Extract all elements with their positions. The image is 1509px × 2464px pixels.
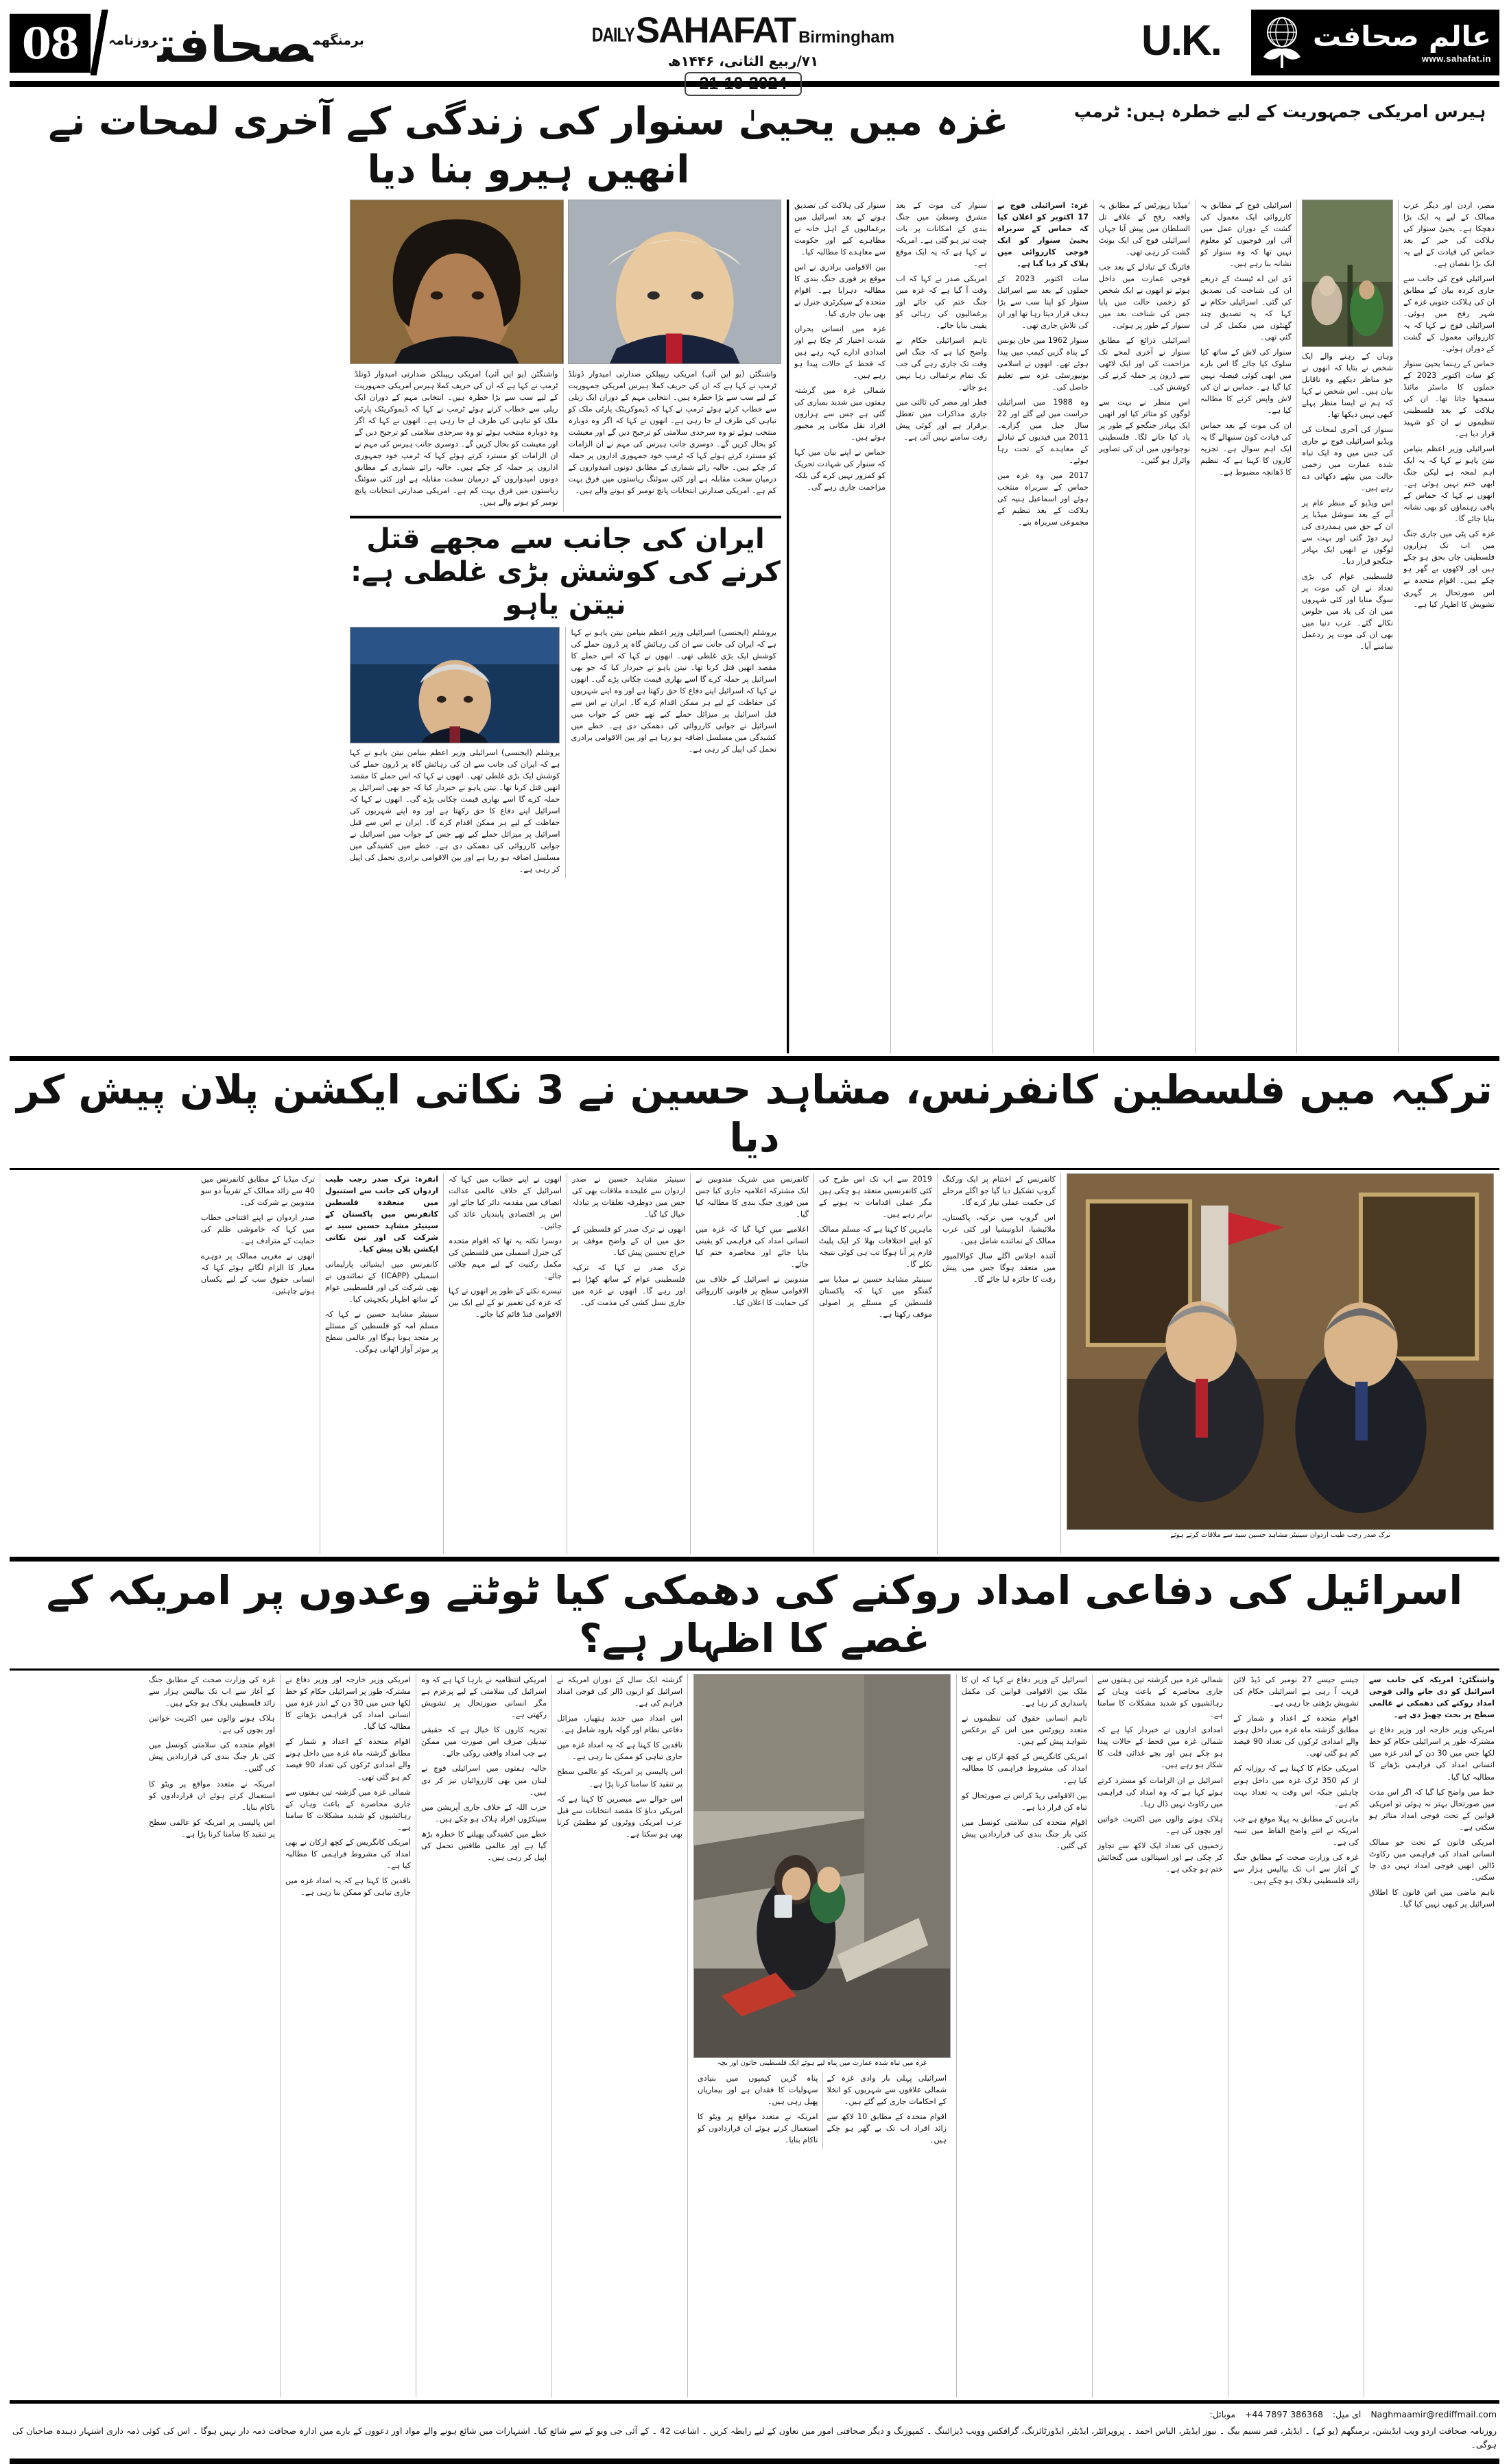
erdogan-photo-caption: ترک صدر رجب طیب اردوان سینیٹر مشاہد حسین سید سے ملاقات کرتے ہوئے — [1170, 1531, 1390, 1540]
paragraph: انھوں نے مغربی ممالک پر دوہرے معیار کا الزام لگاتے ہوئے کہا کہ انسانی حقوق سب کے لیے یکساں ہونے چاہئیں۔ — [201, 1252, 315, 1296]
paragraph: غزہ کی وزارت صحت کے مطابق جنگ کے آغاز سے اب تک بیالیس ہزار سے زائد فلسطینی ہلاک ہو چکے ہیں۔ — [149, 1675, 275, 1708]
paragraph: ناقدین کا کہنا ہے کہ یہ امداد غزہ میں جاری تباہی کو ممکن بنا رہی ہے۔ — [557, 1741, 682, 1762]
region-label: U.K. — [1141, 16, 1221, 64]
paragraph: انھوں نے اپنے خطاب میں کہا کہ اسرائیل کے خلاف عالمی عدالت انصاف میں مقدمہ دائر کیا جائے اور اس پر اقتصادی پابندیاں عائد کی جائیں۔ — [449, 1175, 562, 1231]
israel-col-2 — [1228, 1674, 1364, 2397]
harris-photo — [350, 200, 564, 364]
paragraph: انقرہ: ترک صدر رجب طیب اردوان کی جانب سے استنبول میں منعقدہ فلسطین کانفرنس میں پاکستان کے سینیٹر مشاہد حسین سید نے شرکت کی اور تین نکاتی ایکشن پلان پیش کیا۔ — [325, 1175, 438, 1254]
paragraph: 2017 میں وہ غزہ میں حماس کے سربراہ منتخب ہوئے اور اسماعیل ہنیہ کی ہلاکت کے بعد تنظیم کے مجموعی سربراہ بنے۔ — [997, 471, 1089, 527]
trump-story-body: واشنگٹن (یو این آئی) امریکی ریپبلکن صدارتی امیدوار ڈونلڈ ٹرمپ نے کہا ہے کہ ان کی حریف کملا ہیرس امریکی جمہوریت کے لیے سب سے بڑا خطرہ ہیں۔ انتخابی مہم کے دوران ایک ریلی سے خطاب کرتے ہوئے ٹرمپ نے کہا کہ ڈیموکریٹک پارٹی ملک کو تباہی کی طرف لے جا رہی ہے۔ انھوں نے کہا کہ اگر وہ دوبارہ منتخب ہوئے تو وہ سرحدی سلامتی کو ترجیح دیں گے اور معیشت کو بحال کریں گے۔ دوسری جانب ہیرس کی مہم نے ان الزامات کو مسترد کرتے ہوئے کہا کہ ٹرمپ خود جمہوری اداروں پر حملہ کر چکے ہیں۔ حالیہ رائے شماری کے مطابق دونوں امیدواروں کے درمیان سخت مقابلہ ہے اور کئی سوئنگ ریاستوں میں فرق بہت کم ہے۔ امریکی صدارتی انتخابات پانچ نومبر کو ہونے والے ہیں۔ — [568, 370, 776, 496]
paragraph: ہلاک ہونے والوں میں اکثریت خواتین اور بچوں کی ہے۔ — [149, 1714, 275, 1735]
turkey-col-1 — [937, 1173, 1060, 1554]
paragraph: حزب اللہ کے خلاف جاری آپریشن میں سینکڑوں افراد ہلاک ہو چکے ہیں۔ — [421, 1802, 547, 1823]
paragraph: سینیٹر مشاہد حسین نے صدر اردوان سے علیحدہ ملاقات بھی کی جس میں دوطرفہ تعلقات پر تبادلہ خیال کیا گیا۔ — [572, 1175, 685, 1219]
netanyahu-story-body — [350, 627, 781, 878]
lead-col-6 — [890, 200, 992, 1053]
footer-email-label: ای میل: — [1332, 2409, 1362, 2420]
paragraph: غزہ: اسرائیلی فوج نے 17 اکتوبر کو اعلان کیا کہ حماس کے سربراہ یحییٰ سنوار کو ایک فوجی کارروائی میں ہلاک کر دیا گیا ہے۔ — [997, 201, 1089, 269]
paragraph: امریکی وزیر خارجہ اور وزیر دفاع نے مشترکہ طور پر اسرائیلی حکام کو خط لکھا جس میں 30 دن کے اندر غزہ میں انسانی امداد کی فراہمی بڑھانے کا مطالبہ کیا گیا۔ — [285, 1675, 411, 1732]
paragraph: فلسطینی عوام کی بڑی تعداد نے ان کی موت پر سوگ منایا اور کئی شہروں میں ان کی یاد میں جلوس نکالے گئے۔ عرب دنیا میں بھی ان کی موت پر ردعمل سامنے آیا۔ — [1302, 572, 1393, 651]
paragraph: خط میں واضح کیا گیا کہ اگر اس مدت میں صورتحال بہتر نہ ہوئی تو امریکی قوانین کے تحت فوجی امداد متاثر ہو سکتی ہے۔ — [1369, 1787, 1495, 1832]
paragraph: ڈی این اے ٹیسٹ کے ذریعے ان کی شناخت کی تصدیق کی گئی۔ اسرائیلی حکام نے کہا کہ یہ تصدیق چند گھنٹوں میں مکمل کر لی گئی تھی۔ — [1200, 274, 1292, 342]
paragraph: امریکی کانگریس کے کچھ ارکان نے بھی امداد کی مشروط فراہمی کا مطالبہ کیا ہے۔ — [962, 1752, 1087, 1785]
paragraph: دوسرا نکتہ یہ تھا کہ اقوام متحدہ کی جنرل اسمبلی میں فلسطین کی مکمل رکنیت کے لیے مہم چلائی جائے۔ — [448, 1236, 562, 1281]
paragraph: غزہ کی وزارت صحت کے مطابق جنگ کے آغاز سے اب تک بیالیس ہزار سے زائد فلسطینی ہلاک ہو چکے ہیں۔ — [1233, 1852, 1359, 1885]
israel-col-8 — [280, 1674, 416, 2397]
paragraph: اقوام متحدہ کے اعداد و شمار کے مطابق گزشتہ ماہ غزہ میں داخل ہونے والے امدادی ٹرکوں کی تعداد 90 فیصد کم ہو گئی تھی۔ — [285, 1737, 412, 1782]
paragraph: شمالی غزہ میں گزشتہ ہفتوں میں شدید بمباری کی گئی ہے جس سے ہزاروں افراد نقل مکانی پر مجبور ہوئے ہیں۔ — [794, 386, 886, 442]
logo-daily-text: DAILY — [591, 23, 634, 46]
paragraph: تاہم اسرائیلی حکام نے واضح کیا ہے کہ جنگ اس وقت تک جاری رہے گی جب تک تمام یرغمالی رہا نہیں ہو جاتے۔ — [896, 336, 987, 392]
paragraph: اقوام متحدہ کے مطابق 10 لاکھ سے زائد افراد اب تک بے گھر ہو چکے ہیں۔ — [827, 2112, 947, 2145]
israel-col-9 — [144, 1674, 280, 2397]
paragraph: مندوبین نے اسرائیل کے خلاف بین الاقوامی سطح پر قانونی کارروائی کی حمایت کا اعلان کیا۔ — [696, 1275, 809, 1308]
paragraph: اسرائیلی ذرائع کے مطابق سنوار نے آخری لمحے تک مزاحمت کی اور ایک لاٹھی سے ڈرون پر حملہ کرنے کی کوشش کی۔ — [1099, 336, 1190, 392]
trump-story-body-cols — [350, 368, 781, 512]
netanyahu-body-col-2: یروشلم (ایجنسی) اسرائیلی وزیر اعظم بنیامن نیتن یاہو نے کہا ہے کہ ایران کی جانب سے ان کی رہائش گاہ پر ڈرون حملے کی کوشش ایک بڑی غلطی تھی۔ انھوں نے کہا کہ اس حملے کا مقصد انھیں قتل کرنا تھا۔ نیتن یاہو نے خبردار کیا کہ جو بھی اسرائیل پر حملہ کرے گا اسے بھاری قیمت چکانی پڑے گی۔ انھوں نے کہا کہ اسرائیل اپنے دفاع کا حق رکھتا ہے اور وہ اپنے شہریوں کی حفاظت کے لیے ہر ممکن اقدام کرے گا۔ ایران نے اس سے قبل اسرائیل پر میزائل حملے کیے تھے جس کے جواب میں اسرائیل نے جوابی کارروائی کی دھمکی دی ہے۔ خطے میں کشیدگی میں مسلسل اضافہ ہو رہا ہے اور بین الاقوامی برادری تحمل کی اپیل کر رہی ہے۔ — [350, 748, 560, 874]
paragraph: اسرائیلی فوج کے مطابق یہ کارروائی ایک معمول کی گشت کے دوران عمل میں آئی اور فوجیوں کو معلوم نہیں تھا کہ وہ سنوار کو نشانہ بنا رہے ہیں۔ — [1200, 201, 1292, 269]
paragraph: ترک صدر نے کہا کہ ترکیہ فلسطینی عوام کے ساتھ کھڑا ہے اور رہے گا۔ انھوں نے غزہ میں جاری نسل کشی کی مذمت کی۔ — [572, 1263, 685, 1308]
turkey-section-top-rule — [10, 1056, 1499, 1061]
paragraph: ترک میڈیا کے مطابق کانفرنس میں 40 سے زائد ممالک کے تقریباً دو سو مندوبین نے شرکت کی۔ — [201, 1175, 315, 1208]
paragraph: اقوام متحدہ کی سلامتی کونسل میں کئی بار جنگ بندی کی قراردادیں پیش کی گئیں۔ — [962, 1817, 1087, 1850]
turkey-col-4 — [567, 1173, 690, 1554]
masthead-center — [368, 0, 1118, 93]
footer-email[interactable]: Naghmaamir@rediffmail.com — [1370, 2409, 1497, 2420]
lead-col-4 — [1093, 200, 1195, 1053]
lead-story-section — [10, 200, 1499, 1053]
turkey-col-2 — [813, 1173, 937, 1554]
paragraph: تیسرے نکتے کے طور پر انھوں نے کہا کہ غزہ کی تعمیر نو کے لیے ایک بین الاقوامی فنڈ قائم کیا جائے۔ — [449, 1287, 562, 1319]
paragraph: اس حوالے سے مبصرین کا کہنا ہے کہ امریکی دباؤ کا مقصد انتخابات سے قبل عرب امریکی ووٹروں کو مطمئن کرنا بھی ہو سکتا ہے۔ — [557, 1794, 682, 1839]
paragraph: امریکی حکام کا کہنا ہے کہ روزانہ کم از کم 350 ٹرک غزہ میں داخل ہونے چاہئیں جبکہ اس وقت یہ تعداد بہت کم ہے۔ — [1233, 1764, 1359, 1808]
israel-photo-caption: غزہ میں تباہ شدہ عمارت میں پناہ لیے ہوئے ایک فلسطینی خاتون اور بچہ — [717, 2059, 927, 2068]
paragraph: حالیہ ہفتوں میں اسرائیلی فوج نے لبنان میں بھی کارروائیاں تیز کر دی ہیں۔ — [421, 1764, 547, 1797]
paragraph: اس گروپ میں ترکیہ، پاکستان، ملائیشیا، انڈونیشیا اور کئی عرب ممالک کے نمائندے شامل ہیں۔ — [942, 1213, 1056, 1246]
paragraph: غزہ کی پٹی میں جاری جنگ میں اب تک ہزاروں فلسطینی جاں بحق ہو چکے ہیں اور لاکھوں بے گھر ہو چکے ہیں۔ اقوام متحدہ نے اس صورتحال پر گہری تشویش کا اظہار کیا ہے۔ — [1403, 529, 1495, 609]
paragraph: آئندہ اجلاس اگلے سال کوالالمپور میں منعقد ہوگا جس میں پیش رفت کا جائزہ لیا جائے گا۔ — [942, 1252, 1056, 1284]
sahafat-logo — [592, 10, 894, 51]
paragraph: امریکہ نے متعدد مواقع پر ویٹو کا استعمال کرتے ہوئے ان قراردادوں کو ناکام بنایا۔ — [149, 1779, 275, 1812]
paragraph: اس ویڈیو کے منظر عام پر آنے کے بعد سوشل میڈیا پر ان کے حق میں ہمدردی کی لہر دوڑ گئی اور بہت سے لوگوں نے انھیں ایک بہادر جنگجو قرار دیا۔ — [1302, 499, 1393, 566]
gaza-crowd-photo — [1302, 200, 1393, 347]
paragraph: سنوار کی موت کے بعد مشرق وسطیٰ میں جنگ بندی کے امکانات پر بات چیت تیز ہو گئی ہے۔ امریکہ نے کہا ہے کہ یہ ایک موقع ہے۔ — [896, 201, 987, 269]
alam-logo-title: عالم صحافت — [1312, 19, 1491, 53]
paragraph: کانفرنس میں ایشیائی پارلیمانی اسمبلی (ICAPP) کے نمائندوں نے بھی شرکت کی اور فلسطینی عوام کے ساتھ اظہار یکجہتی کیا۔ — [325, 1260, 438, 1304]
lead-story-headline[interactable]: غزہ میں یحییٰ سنوار کی زندگی کے آخری لمحات نے انھیں ہیرو بنا دیا — [48, 99, 1009, 192]
paragraph: سنوار کی لاش کے ساتھ کیا سلوک کیا جائے گا اس بارے میں ابھی کوئی فیصلہ نہیں کیا گیا ہے۔ حماس نے ان کی لاش واپس کرنے کا مطالبہ کیا ہے۔ — [1200, 348, 1292, 416]
paragraph: سنوار کی ہلاکت کی تصدیق ہونے کے بعد اسرائیل میں یرغمالیوں کے اہل خانہ نے مظاہرے کیے اور حکومت سے معاہدے کا مطالبہ کیا۔ — [794, 201, 886, 257]
turkey-col-5 — [443, 1173, 567, 1554]
trump-story-body-cont: واشنگٹن (یو این آئی) امریکی ریپبلکن صدارتی امیدوار ڈونلڈ ٹرمپ نے کہا ہے کہ ان کی حریف کملا ہیرس امریکی جمہوریت کے لیے سب سے بڑا خطرہ ہیں۔ انتخابی مہم کے دوران ایک ریلی سے خطاب کرتے ہوئے ٹرمپ نے کہا کہ ڈیموکریٹک پارٹی ملک کو تباہی کی طرف لے جا رہی ہے۔ انھوں نے کہا کہ اگر وہ دوبارہ منتخب ہوئے تو وہ سرحدی سلامتی کو ترجیح دیں گے اور معیشت کو بحال کریں گے۔ دوسری جانب ہیرس کی مہم نے ان الزامات کو مسترد کرتے ہوئے کہا کہ ٹرمپ خود جمہوری اداروں پر حملہ کر چکے ہیں۔ حالیہ رائے شماری کے مطابق دونوں امیدواروں کے درمیان سخت مقابلہ ہے اور کئی سوئنگ ریاستوں میں فرق بہت کم ہے۔ امریکی صدارتی انتخابات پانچ نومبر کو ہونے والے ہیں۔ — [355, 370, 558, 507]
paragraph: بین الاقوامی برادری نے اس موقع پر فوری جنگ بندی کا مطالبہ دہرایا ہے۔ اقوام متحدہ کے سیکرٹری جنرل نے بھی بیان جاری کیا۔ — [794, 263, 886, 319]
turkey-headline-underline — [10, 1168, 1499, 1170]
footer-phone[interactable]: +44 7897 386368 — [1245, 2409, 1323, 2420]
paragraph: مصر، اردن اور دیگر عرب ممالک کے لیے یہ ایک بڑا دھچکا ہے۔ یحییٰ سنوار کی ہلاکت کی خبر کے بعد حماس کی قیادت کے لیے یہ ایک بڑا نقصان ہے۔ — [1403, 201, 1495, 269]
turkey-col-3 — [690, 1173, 813, 1554]
paragraph: امدادی اداروں نے خبردار کیا ہے کہ شمالی غزہ میں قحط کے حالات پیدا ہو چکے ہیں اور بچے غذائی قلت کا شکار ہو رہے ہیں۔ — [1097, 1725, 1223, 1770]
israel-headline-underline — [10, 1668, 1499, 1671]
paragraph: بین الاقوامی ریڈ کراس نے صورتحال کو تباہ کن قرار دیا ہے۔ — [962, 1791, 1087, 1812]
nameplate-urdu-small-top: روزنامہ — [108, 33, 158, 48]
paragraph: انھوں نے ترک صدر کو فلسطین کے حق میں ان کے واضح موقف پر خراج تحسین پیش کیا۔ — [572, 1225, 685, 1258]
paragraph: خطے میں کشیدگی پھیلنے کا خطرہ بڑھ گیا ہے اور عالمی طاقتیں تحمل کی اپیل کر رہی ہیں۔ — [421, 1829, 547, 1862]
paragraph: کانفرنس کے اختتام پر ایک ورکنگ گروپ تشکیل دیا گیا جو اگلے مرحلے کی حکمت عملی تیار کرے گا۔ — [942, 1175, 1056, 1208]
israel-col-1 — [1364, 1674, 1499, 2397]
masthead-right — [1251, 0, 1499, 81]
trump-harris-photos — [350, 200, 781, 364]
paragraph: اس پالیسی پر امریکہ کو عالمی سطح پر تنقید کا سامنا کرنا پڑا ہے۔ — [557, 1767, 682, 1789]
netanyahu-story-headline[interactable]: ایران کی جانب سے مجھے قتل کرنے کی کوشش بڑی غلطی ہے: نیتن یاہو — [350, 523, 781, 621]
gregorian-date-box: 21-10-2024 — [685, 72, 803, 96]
lead-col-1 — [1398, 200, 1499, 1053]
masthead-slash-divider — [91, 10, 108, 75]
israel-col-6 — [551, 1674, 687, 2397]
paragraph: اقوام متحدہ کی سلامتی کونسل میں کئی بار جنگ بندی کی قراردادیں پیش کی گئیں۔ — [149, 1741, 275, 1773]
paragraph: تاہم انسانی حقوق کی تنظیموں نے متعدد رپورٹس میں اس کے برعکس شواہد پیش کیے ہیں۔ — [962, 1714, 1087, 1747]
paragraph: سنوار 1962 میں خان یونس کے پناہ گزین کیمپ میں پیدا ہوئے تھے۔ انھوں نے اسلامی یونیورسٹی غزہ سے تعلیم حاصل کی۔ — [997, 336, 1089, 392]
paragraph: ماہرین کا کہنا ہے کہ مسلم ممالک کو اپنے اختلافات بھلا کر ایک پلیٹ فارم پر آنا ہوگا تب ہی کوئی نتیجہ نکلے گا۔ — [819, 1225, 932, 1269]
paragraph: حماس کے رہنما یحییٰ سنوار کو سات اکتوبر 2023 کے حملوں کا ماسٹر مائنڈ سمجھا جاتا تھا۔ ان کی ہلاکت کے بعد فلسطینی تنظیموں نے ان کو شہید قرار دیا ہے۔ — [1403, 359, 1495, 439]
footer-phone-label: موبائل: — [1209, 2409, 1236, 2420]
alam-logo-text-block — [1312, 19, 1491, 64]
trump-photo — [568, 200, 782, 364]
paragraph: وہ 1988 میں اسرائیلی حراست میں لیے گئے اور 22 سال جیل میں گزارے۔ 2011 میں قیدیوں کے تبادلے کے معاہدے کے تحت رہا ہوئے۔ — [997, 398, 1089, 466]
paragraph: سنوار کی آخری لمحات کی ویڈیو اسرائیلی فوج نے جاری کی جس میں وہ ایک تباہ شدہ عمارت میں زخمی حالت میں بیٹھے دکھائی دے رہے ہیں۔ — [1302, 425, 1393, 493]
israel-section-top-rule — [10, 1557, 1499, 1562]
israel-story-section — [10, 1674, 1499, 2397]
globe-leaf-icon — [1255, 14, 1309, 71]
logo-sahafat-text: SAHAFAT — [635, 10, 796, 51]
page-number: 08 — [10, 14, 91, 73]
footer-imprint-text: روزنامہ صحافت اردو ویب ایڈیشن، برمنگھم (یو کے) ۔ ایڈیٹر، قمر نسیم بیگ ۔ نیوز ایڈیٹر، الیاس احمد ۔ پروپرائٹر، ایڈیٹر، ایڈورٹائزنگ، گرافکس وویب ڈیزائننگ ۔ کمپوزنگ و دیگر صحافتی امور میں تعاون کے لیے رابطہ کریں ۔ اشاعت 42 ۔ کے آئی جی ویو کے سے شائع کیا۔ اشتہارات میں شائع ہونے والے مواد اور دعووں کے بارے میں ادارہ صحافت ذمہ دار نہیں ہوگا ۔ اس کی کوئی ذمہ داری اشتہار دہندہ صاحبان کی ہوگی۔ — [12, 2426, 1497, 2450]
paragraph: قطر اور مصر کی ثالثی میں جاری مذاکرات میں تعطل برقرار ہے اور کوئی پیش رفت سامنے نہیں آئی ہے۔ — [896, 398, 987, 442]
turkey-story-headline[interactable]: ترکیہ میں فلسطین کانفرنس، مشاہد حسین نے 3 نکاتی ایکشن پلان پیش کر دیا — [16, 1066, 1493, 1161]
alam-sahafat-logo[interactable] — [1251, 10, 1499, 75]
paragraph: اسرائیلی فوج کی جانب سے جاری کردہ بیان کے مطابق ان کی ہلاکت جنوبی غزہ کے شہر رفح میں ہوئی۔ اسرائیلی فوج نے کہا کہ یہ کارروائی معمول کے گشت کے دوران ہوئی۔ — [1403, 274, 1495, 354]
paragraph: تجزیہ کاروں کا خیال ہے کہ حقیقی تبدیلی صرف اس صورت میں ممکن ہے جب امداد واقعی روکی جائے۔ — [421, 1725, 547, 1758]
israel-col-3 — [1092, 1674, 1228, 2397]
footer — [10, 2404, 1499, 2454]
lead-col-3 — [1195, 200, 1296, 1053]
paragraph: ہلاک ہونے والوں میں اکثریت خواتین اور بچوں کی ہے۔ — [1097, 1814, 1223, 1835]
paragraph: شمالی غزہ میں گزشتہ تین ہفتوں سے جاری محاصرے کے باعث وہاں کے رہائشیوں کو شدید مشکلات کا سامنا ہے۔ — [1097, 1675, 1223, 1720]
lead-col-5 — [992, 200, 1093, 1053]
paragraph: 2019 سے اب تک اس طرح کی کئی کانفرنسیں منعقد ہو چکی ہیں مگر عملی اقدامات نہ ہونے کے برابر رہے ہیں۔ — [819, 1175, 932, 1219]
paragraph: امریکی وزیر خارجہ اور وزیر دفاع نے مشترکہ طور پر اسرائیلی حکام کو خط لکھا جس میں 30 دن کے اندر غزہ میں انسانی امداد کی فراہمی بڑھانے کا مطالبہ کیا گیا۔ — [1369, 1725, 1495, 1782]
paragraph: اسرائیل کے وزیر دفاع نے کہا کہ ان کا ملک بین الاقوامی قوانین کی مکمل پاسداری کر رہا ہے۔ — [962, 1675, 1087, 1708]
turkey-photo-block — [1060, 1173, 1499, 1554]
paragraph: ماہرین کے مطابق یہ پہلا موقع ہے جب امریکہ نے اتنے واضح الفاظ میں تنبیہ کی ہے۔ — [1233, 1814, 1359, 1847]
erdogan-meeting-photo — [1067, 1173, 1494, 1530]
paragraph: پناہ گزین کیمپوں میں بنیادی سہولیات کا فقدان ہے اور بیماریاں پھیل رہی ہیں۔ — [698, 2074, 818, 2107]
paragraph: امریکہ نے متعدد مواقع پر ویٹو کا استعمال کرتے ہوئے ان قراردادوں کو ناکام بنایا۔ — [698, 2112, 818, 2145]
paragraph: گزشتہ ایک سال کے دوران امریکہ نے اسرائیل کو اربوں ڈالر کی فوجی امداد فراہم کی ہے۔ — [557, 1675, 682, 1708]
paragraph: اسرائیلی پہلی بار وادی غزہ کے شمالی علاقوں سے شہریوں کو انخلا کے احکامات جاری کیے گئے ہیں۔ — [827, 2074, 947, 2107]
paragraph: سینیٹر مشاہد حسین نے میڈیا سے گفتگو میں کہا کہ پاکستان فلسطین کے مسئلے پر اصولی موقف رکھتا ہے۔ — [819, 1275, 932, 1319]
paragraph: 'میڈیا رپورٹس کے مطابق یہ واقعہ رفح کے علاقے تل السلطان میں پیش آیا جہاں اسرائیلی فوج کی ایک یونٹ گشت کر رہی تھی۔ — [1099, 201, 1190, 257]
paragraph: کانفرنس میں شریک مندوبین نے ایک مشترکہ اعلامیہ جاری کیا جس میں فوری جنگ بندی کا مطالبہ کیا گیا۔ — [696, 1175, 809, 1219]
paragraph: جیسے جیسے 27 نومبر کی ڈیڈ لائن قریب آ رہی ہے اسرائیلی حکام کی تشویش بڑھتی جا رہی ہے۔ — [1233, 1675, 1359, 1708]
paragraph: امریکی قانون کے تحت جو ممالک انسانی امداد کی فراہمی میں رکاوٹ ڈالیں انھیں فوجی امداد نہیں دی جا سکتی۔ — [1369, 1837, 1495, 1882]
paragraph: شمالی غزہ میں گزشتہ تین ہفتوں سے جاری محاصرے کے باعث وہاں کے رہائشیوں کو شدید مشکلات کا سامنا ہے۔ — [285, 1787, 411, 1832]
paragraph: حماس نے اپنے بیان میں کہا کہ سنوار کی شہادت تحریک کو کمزور نہیں کرے گی بلکہ مزاحمت جاری رہے گی۔ — [794, 448, 886, 492]
paragraph: اعلامیے میں کہا گیا کہ غزہ میں انسانی امداد کی فراہمی کو یقینی بنایا جائے اور محاصرہ ختم کیا جائے۔ — [696, 1225, 809, 1269]
paragraph: امریکی انتظامیہ نے بارہا کہا ہے کہ وہ اسرائیل کی سلامتی کے لیے پرعزم ہے مگر انسانی صورتحال پر تشویش رکھتی ہے۔ — [421, 1675, 547, 1720]
paragraph: اس پالیسی پر امریکہ کو عالمی سطح پر تنقید کا سامنا کرنا پڑا ہے۔ — [149, 1817, 275, 1839]
paragraph: صدر اردوان نے اپنے افتتاحی خطاب میں کہا کہ خاموشی ظلم کی حمایت کے مترادف ہے۔ — [201, 1213, 315, 1246]
logo-city-text: Birmingham — [798, 28, 895, 47]
paragraph: سات اکتوبر 2023 کے حملوں کے بعد سے اسرائیل سنوار کو اپنا سب سے بڑا ہدف قرار دیتا رہا تھا اور ان کی تلاش جاری تھی۔ — [997, 274, 1089, 331]
netanyahu-body-col-1: یروشلم (ایجنسی) اسرائیلی وزیر اعظم بنیامن نیتن یاہو نے کہا ہے کہ ایران کی جانب سے ان کی رہائش گاہ پر ڈرون حملے کی کوشش ایک بڑی غلطی تھی۔ انھوں نے کہا کہ اس حملے کا مقصد انھیں قتل کرنا تھا۔ نیتن یاہو نے خبردار کیا کہ جو بھی اسرائیل پر حملہ کرے گا اسے بھاری قیمت چکانی پڑے گی۔ انھوں نے کہا کہ اسرائیل اپنے دفاع کا حق رکھتا ہے اور وہ اپنے شہریوں کی حفاظت کے لیے ہر ممکن اقدام کرے گا۔ ایران نے اس سے قبل اسرائیل پر میزائل حملے کیے تھے جس کے جواب میں اسرائیل نے جوابی کارروائی کی دھمکی دی ہے۔ خطے میں کشیدگی میں مسلسل اضافہ ہو رہا ہے اور بین الاقوامی برادری تحمل کی اپیل کر رہی ہے۔ — [571, 628, 776, 754]
masthead-left — [10, 0, 368, 81]
top-headline-band — [10, 87, 1499, 197]
paragraph: اسرائیل نے ان الزامات کو مسترد کرتے ہوئے کہا ہے کہ وہ امداد کی فراہمی میں رکاوٹ نہیں ڈال رہا۔ — [1097, 1775, 1223, 1808]
paragraph: اس امداد میں جدید ہتھیار، میزائل دفاعی نظام اور گولہ بارود شامل ہے۔ — [557, 1714, 682, 1735]
turkey-story-section — [10, 1173, 1499, 1554]
website-link[interactable]: www.sahafat.in — [1421, 53, 1491, 64]
right-rail — [350, 200, 789, 1053]
paragraph: سینیٹر مشاہد حسین نے کہا کہ مسلم امہ کو فلسطین کے مسئلے پر متحد ہونا ہوگا اور عالمی سطح پر موثر آواز اٹھانی ہوگی۔ — [325, 1310, 438, 1354]
paragraph: غزہ میں انسانی بحران شدت اختیار کر چکا ہے اور امدادی ادارے کہہ رہے ہیں کہ قحط کے حالات پیدا ہو رہے ہیں۔ — [794, 324, 886, 381]
paragraph: ان کی موت کے بعد حماس کی قیادت کون سنبھالے گا یہ ایک اہم سوال ہے۔ تجزیہ کاروں کا کہنا ہے کہ تنظیم کا ڈھانچہ مضبوط ہے۔ — [1200, 421, 1292, 477]
footer-bottom-rule — [10, 2459, 1499, 2464]
paragraph: اس منظر نے بہت سے لوگوں کو متاثر کیا اور انھیں ایک بہادر جنگجو کے طور پر یاد کیا جانے لگا۔ فلسطینی نوجوانوں میں ان کی تصاویر وائرل ہو گئیں۔ — [1099, 398, 1190, 466]
paragraph: اقوام متحدہ کے اعداد و شمار کے مطابق گزشتہ ماہ غزہ میں داخل ہونے والے امدادی ٹرکوں کی تعداد 90 فیصد کم ہو گئی تھی۔ — [1233, 1714, 1359, 1758]
nameplate-urdu-small-right: برمنگھم — [313, 33, 364, 48]
turkey-col-7 — [196, 1173, 320, 1554]
turkey-col-6 — [320, 1173, 443, 1554]
paragraph: اسرائیلی وزیر اعظم بنیامن نیتن یاہو نے کہا کہ یہ ایک اہم لمحہ ہے لیکن جنگ ابھی ختم نہیں ہوئی ہے۔ انھوں نے کہا کہ حماس کے باقی رہنماؤں کو بھی نشانہ بنایا جائے گا۔ — [1403, 444, 1495, 524]
paragraph: تاہم ماضی میں اس قانون کا اطلاق اسرائیل پر کبھی نہیں کیا گیا۔ — [1369, 1887, 1495, 1909]
israel-col-7 — [416, 1674, 551, 2397]
gaza-rubble-mother-child-photo — [693, 1674, 951, 2058]
paragraph: فائرنگ کے تبادلے کے بعد جب فوجی عمارت میں داخل ہوئے تو انھوں نے ایک شخص کو زخمی حالت میں پایا جس کی شناخت بعد میں سنوار کے طور پر ہوئی۔ — [1099, 263, 1190, 331]
trump-story-headline[interactable]: ہیرس امریکی جمہوریت کے لیے خطرہ ہیں: ٹرمپ — [1073, 101, 1486, 121]
netanyahu-photo — [350, 627, 560, 743]
nameplate-urdu-main: صحافت — [157, 16, 313, 73]
israel-col-4 — [956, 1674, 1092, 2397]
israel-photo-column — [687, 1674, 956, 2397]
lead-col-2 — [1296, 200, 1398, 1053]
paragraph: ناقدین کا کہنا ہے کہ یہ امداد غزہ میں جاری تباہی کو ممکن بنا رہی ہے۔ — [285, 1876, 411, 1897]
hijri-date: ۷۱/ربیع الثانی، ۱۴۴۶ھ — [667, 53, 819, 69]
paragraph: وہاں کے رہنے والے ایک شخص نے بتایا کہ انھوں نے جو مناظر دیکھے وہ ناقابل بیان ہیں۔ اس شخص نے کہا کہ ہم نے ایسا منظر پہلے کبھی نہیں دیکھا تھا۔ — [1302, 352, 1393, 420]
israel-story-headline[interactable]: اسرائیل کی دفاعی امداد روکنے کی دھمکی کیا ٹوٹتے وعدوں پر امریکہ کے غصے کا اظہار ہے؟ — [46, 1567, 1463, 1662]
paragraph: زخمیوں کی تعداد ایک لاکھ سے تجاوز کر چکی ہے اور اسپتالوں میں گنجائش ختم ہو چکی ہے۔ — [1097, 1841, 1223, 1874]
masthead — [10, 0, 1499, 93]
lead-col-7 — [789, 200, 890, 1053]
paragraph: واشنگٹن: امریکہ کی جانب سے اسرائیل کو دی جانے والی فوجی امداد روکنے کی دھمکی نے عالمی سطح پر بحث چھیڑ دی ہے۔ — [1369, 1675, 1495, 1720]
paragraph: امریکی صدر نے کہا کہ اب وقت آ گیا ہے کہ غزہ میں جنگ ختم کی جائے اور یرغمالیوں کی رہائی کو یقینی بنایا جائے۔ — [896, 274, 987, 331]
paragraph: امریکی کانگریس کے کچھ ارکان نے بھی امداد کی مشروط فراہمی کا مطالبہ کیا ہے۔ — [285, 1837, 411, 1870]
nameplate-urdu — [108, 16, 364, 73]
